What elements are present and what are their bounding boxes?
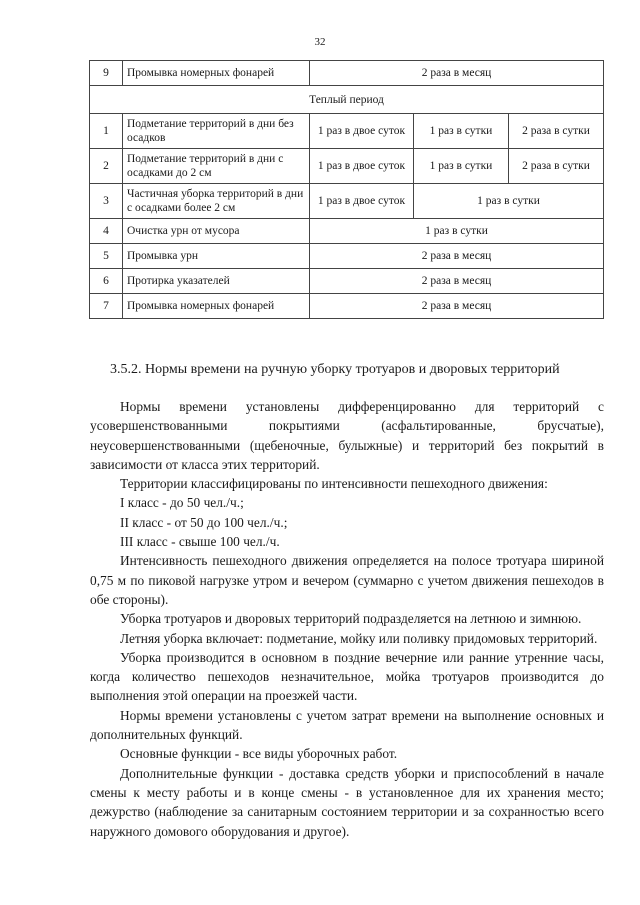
frequency-value: 2 раза в месяц xyxy=(310,294,604,319)
paragraph: Дополнительные функции - доставка средств уборки и приспособлений в начале смены к месту работы и в конце смены - в установленное для их хранения место; дежурство (наблюдение за санитарным состоянием территории и за сохранностью всего наружного домового оборудования и другое). xyxy=(90,765,604,839)
row-number: 9 xyxy=(90,61,123,86)
row-number: 2 xyxy=(90,149,123,184)
paragraph: Основные функции - все виды уборочных работ. xyxy=(120,746,398,762)
table-row xyxy=(90,149,604,184)
row-number: 5 xyxy=(90,244,123,269)
frequency-value: 1 раз в двое суток xyxy=(310,184,414,219)
task-name: Очистка урн от мусора xyxy=(123,219,310,244)
row-number: 7 xyxy=(90,294,123,319)
table-row xyxy=(90,219,604,244)
row-number: 1 xyxy=(90,114,123,149)
row-number: 3 xyxy=(90,184,123,219)
period-label: Теплый период xyxy=(90,86,604,114)
frequency-value: 2 раза в месяц xyxy=(310,244,604,269)
paragraph: Уборка производится в основном в поздние вечерние или ранние утренние часы, когда количество пешеходов незначительное, мойка тротуаров производится до выполнения этой операции на проезжей части. xyxy=(90,649,604,704)
task-name: Подметание территорий в дни с осадками до 2 см xyxy=(123,149,310,184)
paragraph: Интенсивность пешеходного движения определяется на полосе тротуара шириной 0,75 м по пиковой нагрузке утром и вечером (суммарно с учетом движения пешеходов в обе стороны). xyxy=(90,553,604,607)
cleaning-schedule-table xyxy=(89,60,604,319)
class-item: III класс - свыше 100 чел./ч. xyxy=(120,534,280,550)
table-row xyxy=(90,184,604,219)
class-item: II класс - от 50 до 100 чел./ч.; xyxy=(120,514,288,530)
section-title: 3.5.2. Нормы времени на ручную уборку тротуаров и дворовых территорий xyxy=(110,362,560,377)
table-row xyxy=(90,294,604,319)
task-name: Частичная уборка территорий в дни с осадками более 2 см xyxy=(123,184,310,219)
section-body xyxy=(90,397,604,841)
table-row xyxy=(90,269,604,294)
task-name: Промывка урн xyxy=(123,244,310,269)
frequency-value: 1 раз в сутки xyxy=(414,184,604,219)
table-row xyxy=(90,61,604,86)
frequency-value: 2 раза в месяц xyxy=(310,61,604,86)
frequency-value: 1 раз в сутки xyxy=(414,114,509,149)
class-item: I класс - до 50 чел./ч.; xyxy=(120,495,244,511)
frequency-value: 2 раза в сутки xyxy=(509,149,604,184)
task-name: Протирка указателей xyxy=(123,269,310,294)
row-number: 6 xyxy=(90,269,123,294)
frequency-value: 1 раз в двое суток xyxy=(310,149,414,184)
task-name: Промывка номерных фонарей xyxy=(123,61,310,86)
paragraph: Территории классифицированы по интенсивности пешеходного движения: xyxy=(120,476,548,492)
page-number: 32 xyxy=(314,36,326,48)
task-name: Промывка номерных фонарей xyxy=(123,294,310,319)
table-row xyxy=(90,114,604,149)
task-name: Подметание территорий в дни без осадков xyxy=(123,114,310,149)
paragraph: Уборка тротуаров и дворовых территорий подразделяется на летнюю и зимнюю. xyxy=(120,611,582,627)
row-number: 4 xyxy=(90,219,123,244)
table-row xyxy=(90,244,604,269)
frequency-value: 1 раз в сутки xyxy=(310,219,604,244)
period-header-row xyxy=(90,86,604,114)
frequency-value: 1 раз в сутки xyxy=(414,149,509,184)
frequency-value: 2 раза в месяц xyxy=(310,269,604,294)
paragraph: Летняя уборка включает: подметание, мойку или поливку придомовых территорий. xyxy=(120,630,598,646)
frequency-value: 1 раз в двое суток xyxy=(310,114,414,149)
paragraph: Нормы времени установлены с учетом затрат времени на выполнение основных и дополнительных функций. xyxy=(90,707,604,743)
paragraph: Нормы времени установлены дифференцированно для территорий с усовершенствованными покрытиями (асфальтированные, брусчатые), неусовершенствованными (щебеночные, булыжные) и территорий без покрытий в зависимости от класса этих территорий. xyxy=(90,399,604,472)
frequency-value: 2 раза в сутки xyxy=(509,114,604,149)
